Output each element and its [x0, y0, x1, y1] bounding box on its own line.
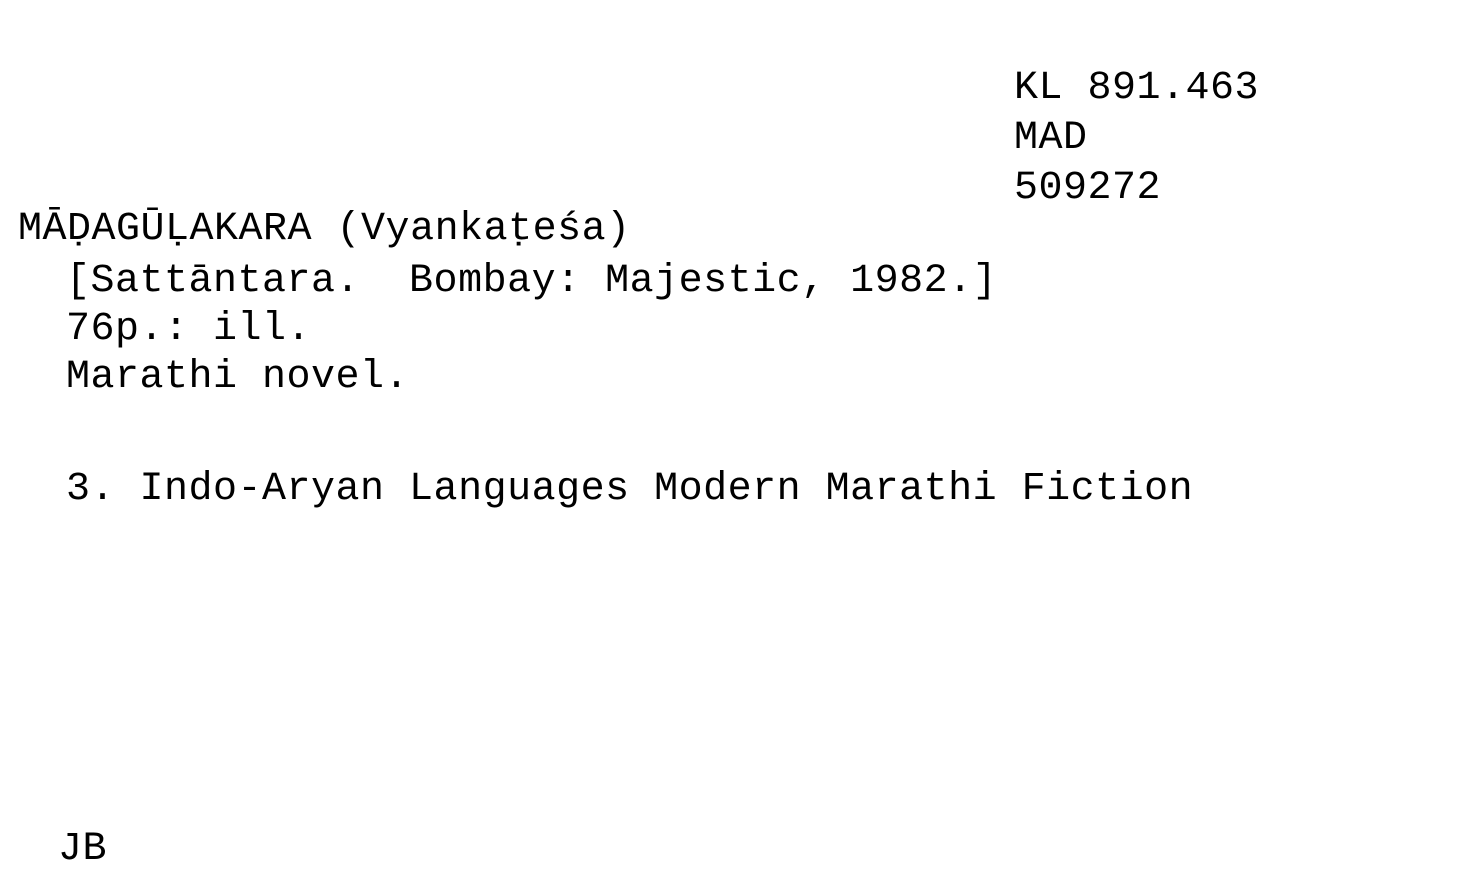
collation: 76p.: ill.	[66, 307, 312, 352]
call-number-class: KL 891.463	[1014, 66, 1260, 111]
note: Marathi novel.	[66, 355, 410, 400]
author-heading: MĀḌAGŪḶAKARA (Vyankaṭeśa)	[18, 207, 631, 252]
title-imprint: [Sattāntara. Bombay: Majestic, 1982.]	[66, 259, 998, 304]
cataloger-initials: JB	[58, 827, 108, 872]
accession-number: 509272	[1014, 166, 1162, 211]
call-number-cutter: MAD	[1014, 116, 1088, 161]
call-number-block	[1014, 64, 1259, 214]
subject-heading: 3. Indo-Aryan Languages Modern Marathi Fiction	[66, 467, 1194, 512]
